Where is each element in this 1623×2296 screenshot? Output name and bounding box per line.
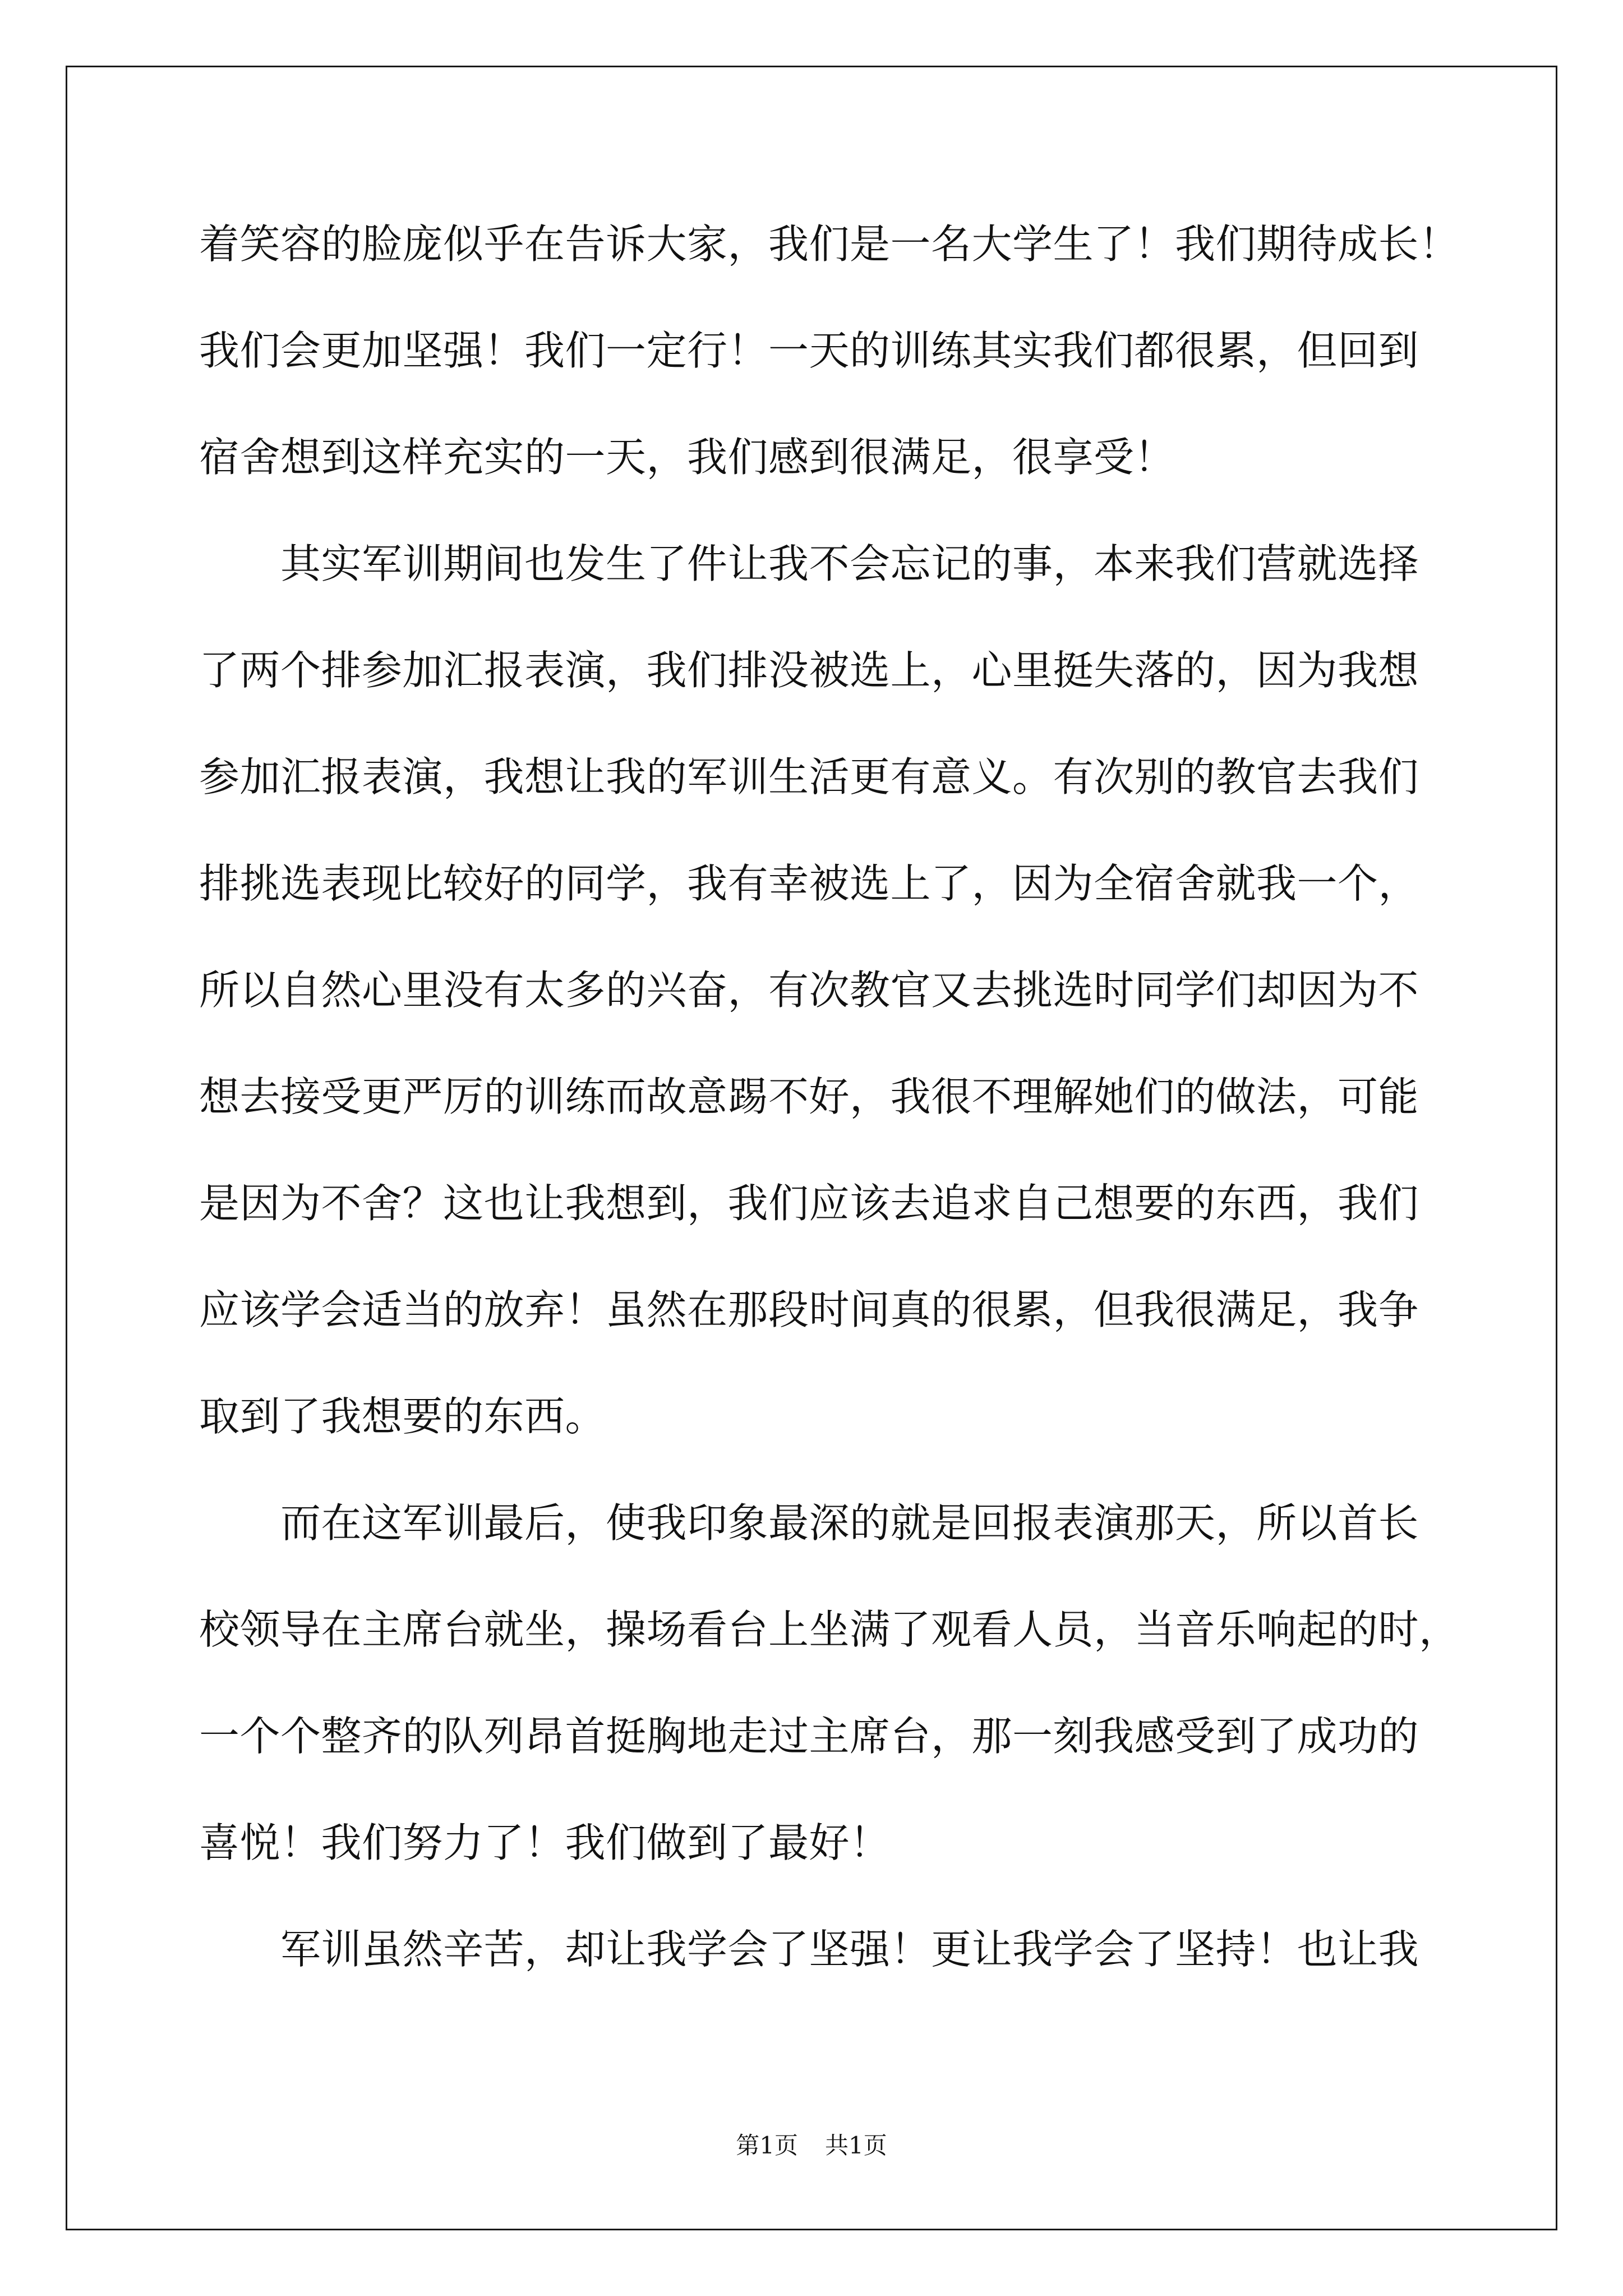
text-line: 排挑选表现比较好的同学，我有幸被选上了，因为全宿舍就我一个，: [199, 860, 1419, 907]
paragraph-start-line: 其实军训期间也发生了件让我不会忘记的事，本来我们营就选择: [280, 540, 1419, 587]
text-line: 所以自然心里没有太多的兴奋，有次教官又去挑选时同学们却因为不: [199, 967, 1419, 1014]
page-footer: [0, 2129, 1623, 2162]
text-line: 宿舍想到这样充实的一天，我们感到很满足，很享受！: [199, 434, 1175, 481]
paragraph-start-line: 而在这军训最后，使我印象最深的就是回报表演那天，所以首长: [280, 1499, 1419, 1547]
text-line: 我们会更加坚强！我们一定行！一天的训练其实我们都很累，但回到: [199, 327, 1419, 374]
text-line: 喜悦！我们努力了！我们做到了最好！: [199, 1819, 891, 1866]
text-line: 校领导在主席台就坐，操场看台上坐满了观看人员，当音乐响起的时，: [199, 1606, 1460, 1653]
page-border: [66, 66, 1557, 2230]
text-line: 想去接受更严厉的训练而故意踢不好，我很不理解她们的做法，可能: [199, 1073, 1419, 1120]
text-line: 是因为不舍？这也让我想到，我们应该去追求自己想要的东西，我们: [199, 1180, 1419, 1227]
text-line: 取到了我想要的东西。: [199, 1393, 606, 1440]
text-line: 着笑容的脸庞似乎在告诉大家，我们是一名大学生了！我们期待成长！: [199, 220, 1460, 268]
page-total: 共1页: [825, 2132, 887, 2159]
page-number: 第1页: [736, 2132, 798, 2159]
text-line: 了两个排参加汇报表演，我们排没被选上，心里挺失落的，因为我想: [199, 647, 1419, 694]
text-line: 应该学会适当的放弃！虽然在那段时间真的很累，但我很满足，我争: [199, 1286, 1419, 1333]
text-line: 一个个整齐的队列昂首挺胸地走过主席台，那一刻我感受到了成功的: [199, 1713, 1419, 1760]
text-line: 参加汇报表演，我想让我的军训生活更有意义。有次别的教官去我们: [199, 753, 1419, 800]
paragraph-start-line: 军训虽然辛苦，却让我学会了坚强！更让我学会了坚持！也让我: [280, 1926, 1419, 1973]
